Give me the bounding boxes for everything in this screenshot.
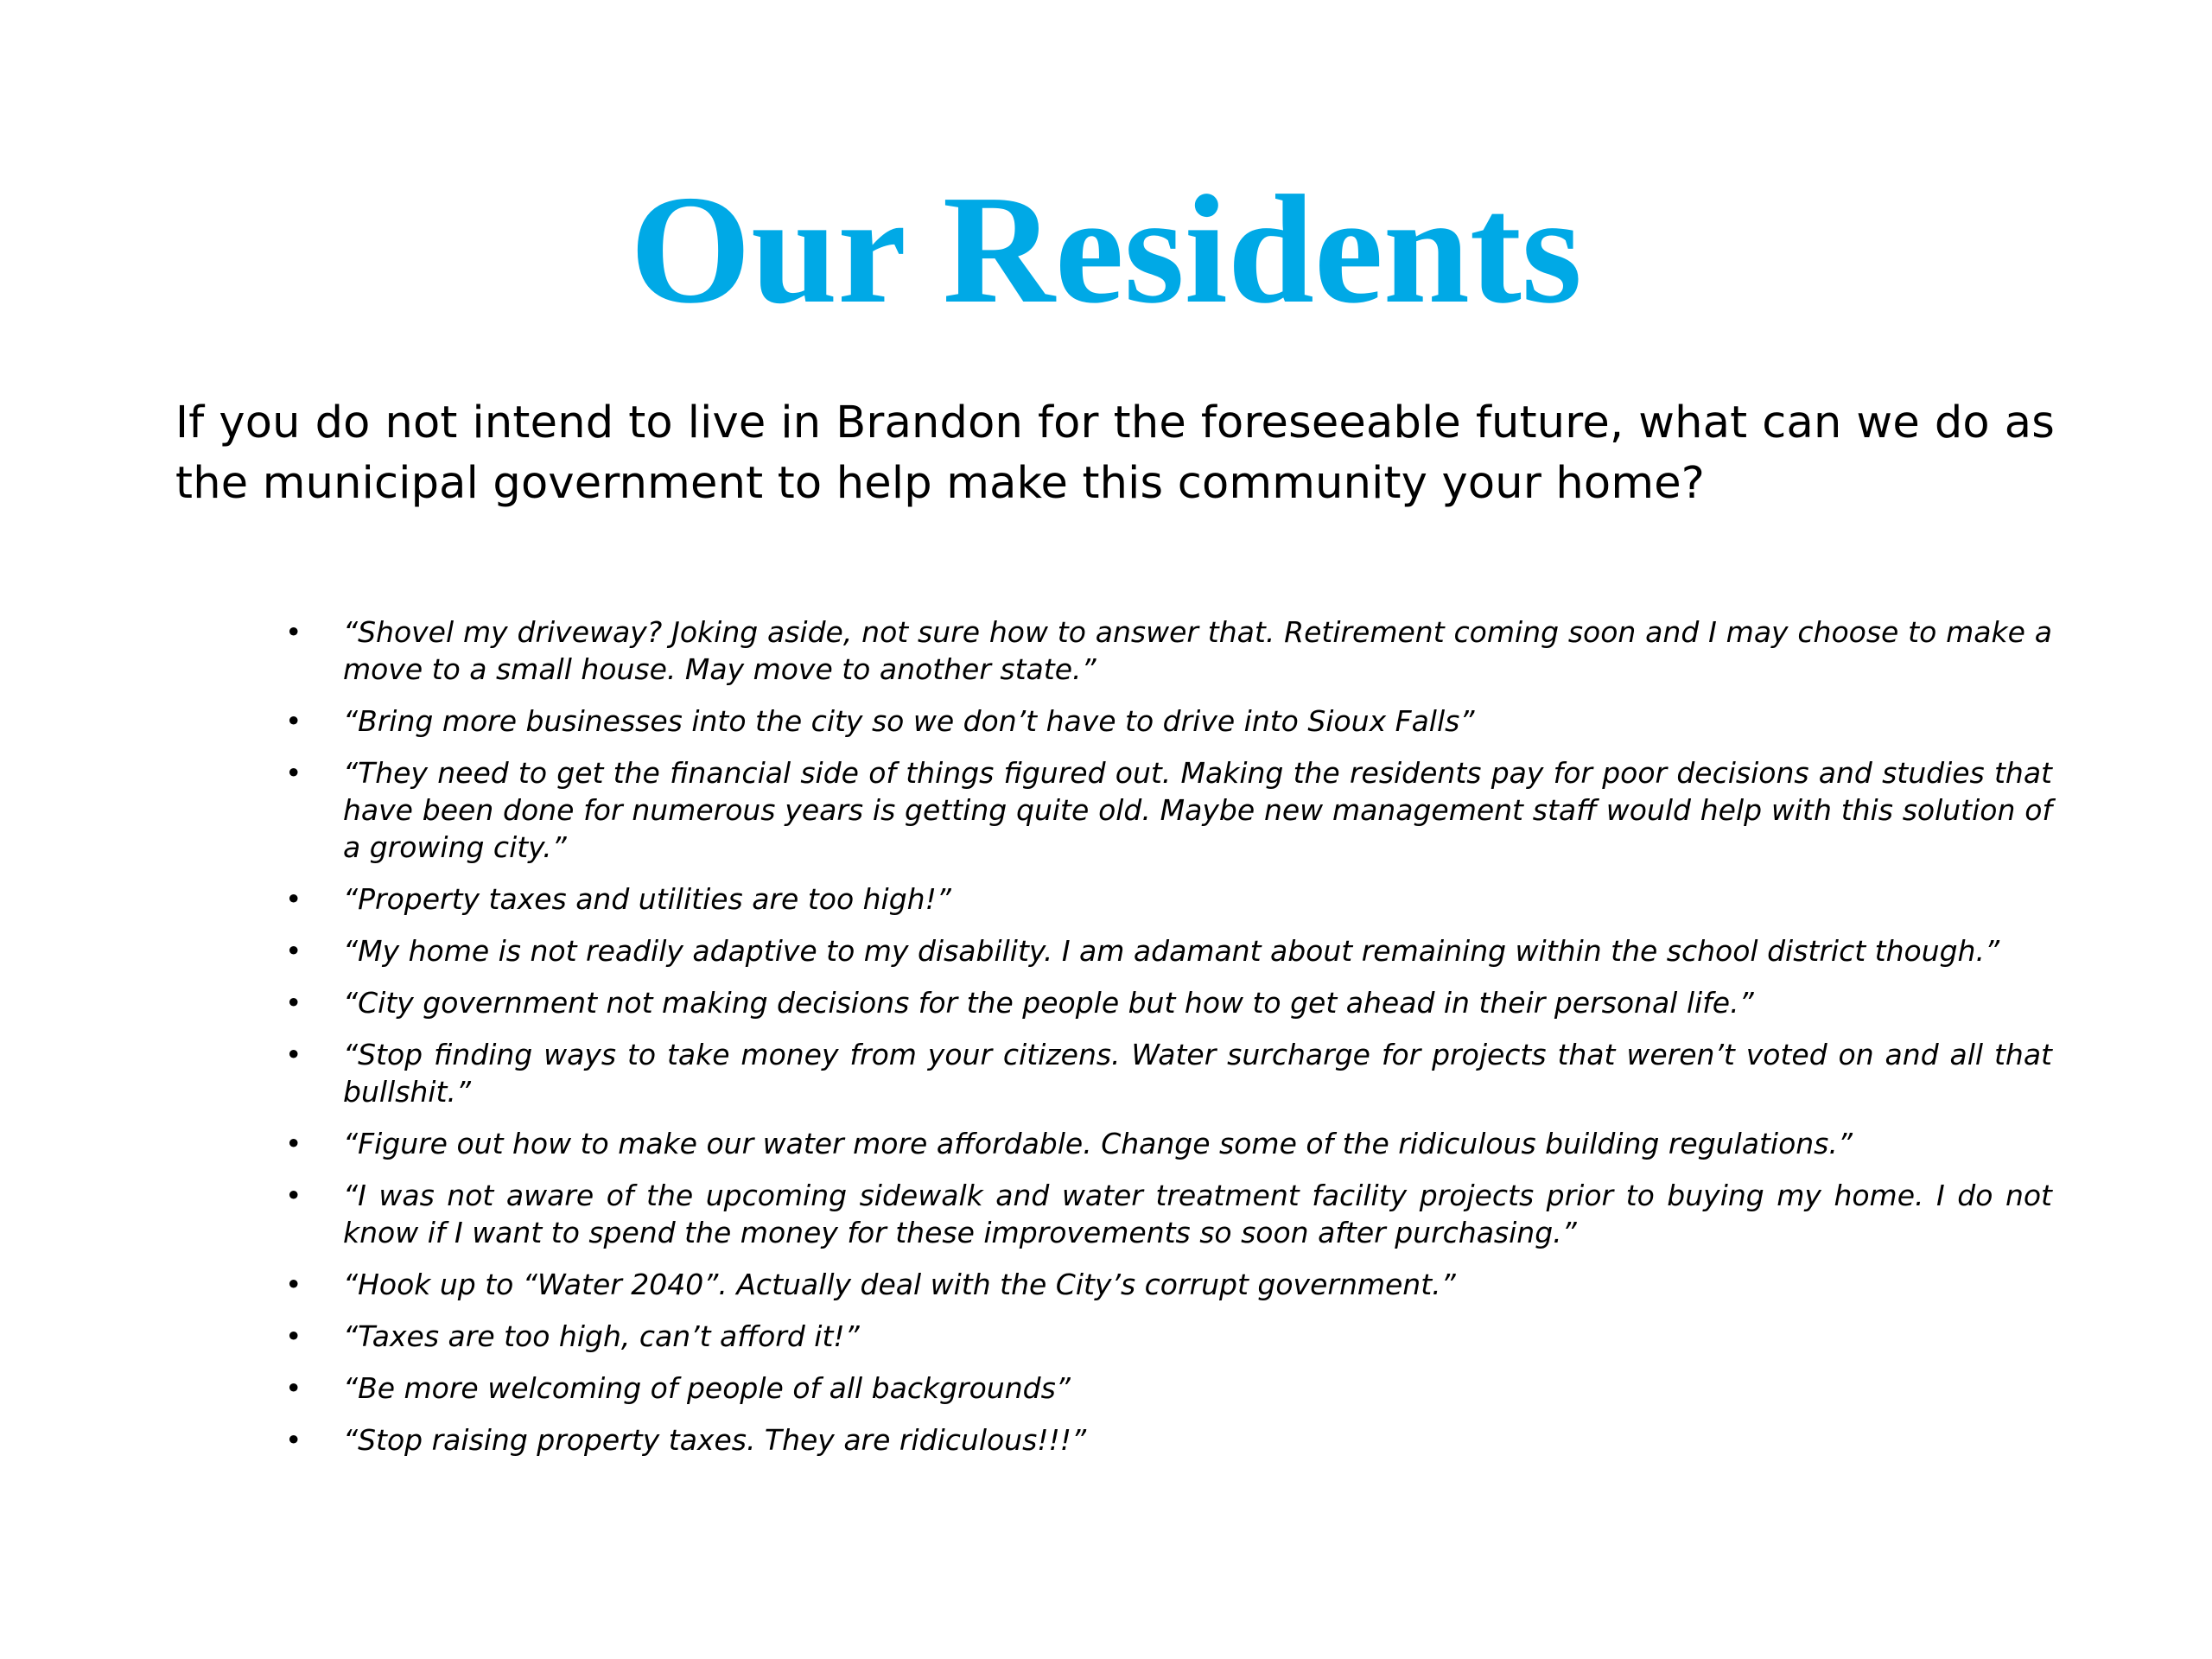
response-text: “I was not aware of the upcoming sidewalk and water treatment facility projects prior to buying my home. I do not know if I want to spend the money for these improvements so soon after purchasing.” <box>343 1179 2052 1249</box>
response-item <box>285 1421 2052 1459</box>
response-text: “Property taxes and utilities are too high!” <box>343 882 951 916</box>
bullet-icon: • <box>285 986 302 1020</box>
slide-title: Our Residents <box>630 163 1582 335</box>
response-item <box>285 1036 2052 1110</box>
response-text: “They need to get the financial side of things figured out. Making the residents pay for poor decisions and studies that have been done for numerous years is getting quite old. Maybe new management staff would help with this solution of a growing city.” <box>343 756 2052 864</box>
response-item <box>285 932 2052 969</box>
bullet-icon: • <box>285 1371 302 1405</box>
response-item <box>285 754 2052 866</box>
response-item <box>285 702 2052 740</box>
response-text: “Stop finding ways to take money from your citizens. Water surcharge for projects that weren’t voted on and all that bullshit.” <box>343 1038 2052 1109</box>
response-text: “Bring more businesses into the city so we don’t have to drive into Sioux Falls” <box>343 704 1475 738</box>
bullet-icon: • <box>285 615 302 649</box>
response-text: “Be more welcoming of people of all backgrounds” <box>343 1371 1071 1405</box>
response-item <box>285 613 2052 688</box>
response-item <box>285 1266 2052 1303</box>
response-item <box>285 984 2052 1021</box>
bullet-icon: • <box>285 756 302 790</box>
bullet-icon: • <box>285 1038 302 1071</box>
response-text: “Shovel my driveway? Joking aside, not sure how to answer that. Retirement coming soon and I may choose to make a move to a small house. May move to another state.” <box>343 615 2052 686</box>
response-text: “Stop raising property taxes. They are ridiculous!!!” <box>343 1423 1087 1457</box>
bullet-icon: • <box>285 1179 302 1212</box>
response-item <box>285 1370 2052 1407</box>
response-text: “Taxes are too high, can’t afford it!” <box>343 1319 860 1353</box>
response-item <box>285 1177 2052 1251</box>
bullet-icon: • <box>285 882 302 916</box>
response-item <box>285 1318 2052 1355</box>
bullet-icon: • <box>285 704 302 738</box>
response-text: “My home is not readily adaptive to my disability. I am adamant about remaining within the school district though.” <box>343 934 2000 968</box>
survey-question: If you do not intend to live in Brandon for the foreseeable future, what can we do as the municipal government to help make this community your home? <box>175 397 2055 509</box>
bullet-icon: • <box>285 1127 302 1160</box>
bullet-icon: • <box>285 934 302 968</box>
response-text: “City government not making decisions for the people but how to get ahead in their personal life.” <box>343 986 1754 1020</box>
response-list <box>285 613 2052 1473</box>
response-text: “Figure out how to make our water more affordable. Change some of the ridiculous building regulations.” <box>343 1127 1853 1160</box>
bullet-icon: • <box>285 1268 302 1301</box>
bullet-icon: • <box>285 1423 302 1457</box>
response-item <box>285 880 2052 918</box>
response-text: “Hook up to “Water 2040”. Actually deal with the City’s corrupt government.” <box>343 1268 1456 1301</box>
response-item <box>285 1125 2052 1162</box>
bullet-icon: • <box>285 1319 302 1353</box>
